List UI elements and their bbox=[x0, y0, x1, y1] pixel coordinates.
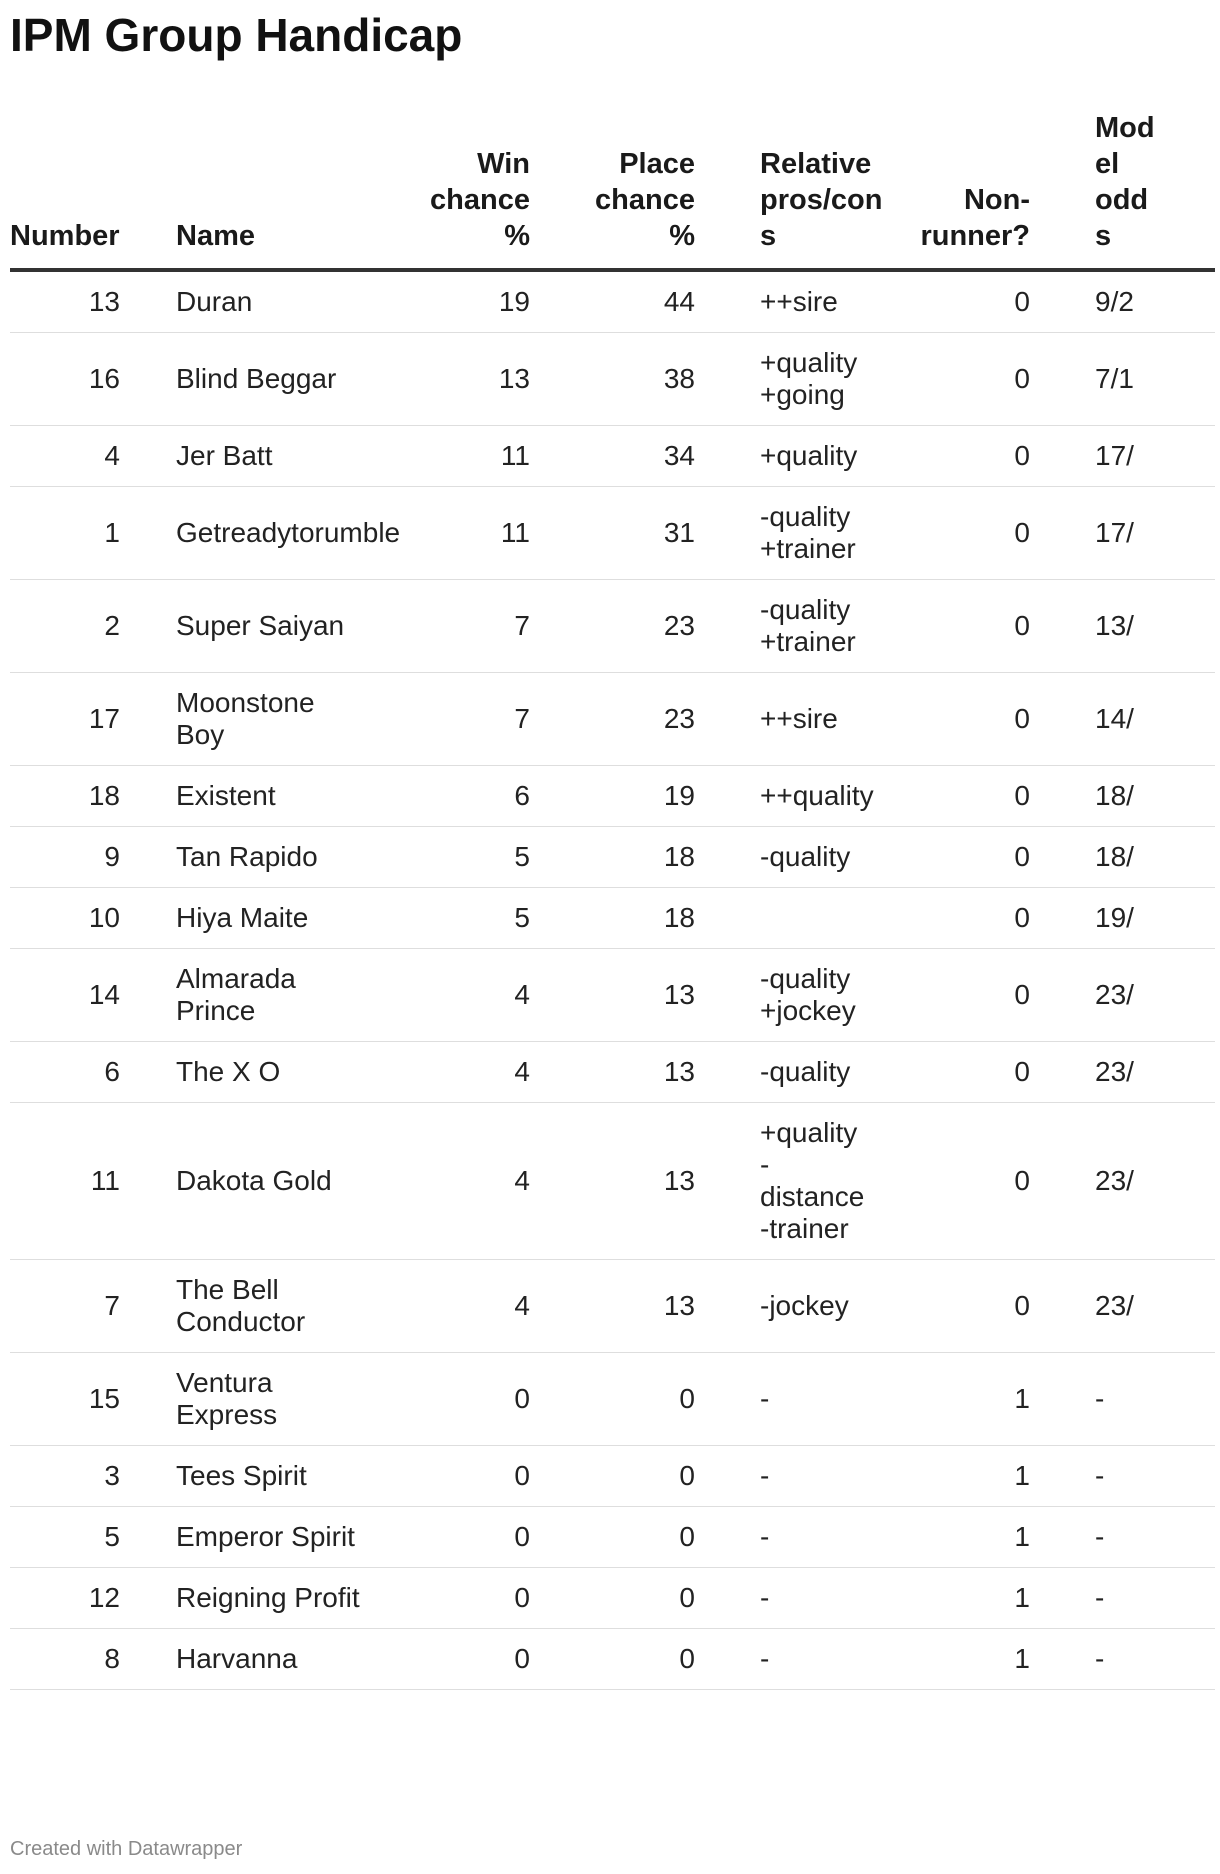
table-row bbox=[10, 827, 1215, 888]
cell-model-odds: 23/ bbox=[1030, 1042, 1215, 1103]
cell-non-runner: 0 bbox=[870, 949, 1030, 1042]
cell-win-chance: 5 bbox=[370, 827, 530, 888]
relative-item: +jockey bbox=[760, 995, 856, 1026]
cell-number: 4 bbox=[10, 426, 120, 487]
cell-place-chance: 0 bbox=[530, 1629, 695, 1690]
relative-item: +quality bbox=[760, 440, 858, 471]
cell-relative bbox=[695, 827, 870, 888]
cell-non-runner: 0 bbox=[870, 1260, 1030, 1353]
cell-name: Moonstone Boy bbox=[120, 673, 370, 766]
cell-name: Hiya Maite bbox=[120, 888, 370, 949]
column-header-win-chance[interactable] bbox=[370, 110, 530, 270]
cell-non-runner: 0 bbox=[870, 827, 1030, 888]
cell-win-chance: 11 bbox=[370, 487, 530, 580]
column-header-relative[interactable] bbox=[695, 110, 883, 270]
relative-item: ++sire bbox=[760, 703, 838, 734]
cell-model-odds: 9/2 bbox=[1030, 270, 1215, 333]
cell-relative bbox=[695, 426, 870, 487]
cell-non-runner: 1 bbox=[870, 1507, 1030, 1568]
cell-win-chance: 4 bbox=[370, 949, 530, 1042]
cell-place-chance: 0 bbox=[530, 1568, 695, 1629]
cell-number: 8 bbox=[10, 1629, 120, 1690]
column-header-place-chance-label: Place chance % bbox=[595, 148, 695, 252]
cell-number: 3 bbox=[10, 1446, 120, 1507]
relative-item: - bbox=[760, 1460, 770, 1491]
cell-relative bbox=[695, 673, 870, 766]
relative-item: -quality bbox=[760, 594, 851, 625]
cell-model-odds: 19/ bbox=[1030, 888, 1215, 949]
cell-win-chance: 0 bbox=[370, 1507, 530, 1568]
cell-name: Almarada Prince bbox=[120, 949, 370, 1042]
cell-number: 12 bbox=[10, 1568, 120, 1629]
cell-name: Tees Spirit bbox=[120, 1446, 370, 1507]
cell-name: Jer Batt bbox=[120, 426, 370, 487]
cell-win-chance: 4 bbox=[370, 1260, 530, 1353]
cell-number: 16 bbox=[10, 333, 120, 426]
cell-name: Blind Beggar bbox=[120, 333, 370, 426]
cell-place-chance: 13 bbox=[530, 949, 695, 1042]
relative-item: - bbox=[760, 1643, 770, 1674]
column-header-win-chance-label: Win chance % bbox=[430, 148, 530, 252]
cell-model-odds: 23/ bbox=[1030, 949, 1215, 1042]
cell-place-chance: 13 bbox=[530, 1042, 695, 1103]
column-header-name[interactable]: Name bbox=[120, 110, 370, 270]
column-header-number[interactable]: Number bbox=[10, 110, 120, 270]
cell-non-runner: 0 bbox=[870, 487, 1030, 580]
cell-name: Harvanna bbox=[120, 1629, 370, 1690]
cell-win-chance: 7 bbox=[370, 673, 530, 766]
table-row bbox=[10, 426, 1215, 487]
table-body bbox=[10, 270, 1215, 1690]
cell-name: Duran bbox=[120, 270, 370, 333]
cell-relative bbox=[695, 270, 870, 333]
cell-place-chance: 18 bbox=[530, 827, 695, 888]
cell-relative bbox=[695, 1103, 870, 1260]
cell-model-odds: 18/ bbox=[1030, 766, 1215, 827]
cell-number: 7 bbox=[10, 1260, 120, 1353]
cell-number: 14 bbox=[10, 949, 120, 1042]
cell-relative bbox=[695, 1353, 870, 1446]
cell-name: Dakota Gold bbox=[120, 1103, 370, 1260]
cell-model-odds: 23/ bbox=[1030, 1260, 1215, 1353]
cell-place-chance: 18 bbox=[530, 888, 695, 949]
cell-win-chance: 0 bbox=[370, 1629, 530, 1690]
cell-win-chance: 0 bbox=[370, 1568, 530, 1629]
cell-place-chance: 38 bbox=[530, 333, 695, 426]
column-header-model-odds-label: Model odds bbox=[1095, 112, 1155, 252]
cell-number: 2 bbox=[10, 580, 120, 673]
cell-model-odds: - bbox=[1030, 1446, 1215, 1507]
cell-non-runner: 0 bbox=[870, 333, 1030, 426]
cell-model-odds: - bbox=[1030, 1568, 1215, 1629]
cell-non-runner: 0 bbox=[870, 673, 1030, 766]
cell-model-odds: - bbox=[1030, 1507, 1215, 1568]
cell-win-chance: 4 bbox=[370, 1042, 530, 1103]
relative-item: ++sire bbox=[760, 286, 838, 317]
table-row bbox=[10, 1260, 1215, 1353]
relative-item: -quality bbox=[760, 963, 851, 994]
cell-relative bbox=[695, 333, 870, 426]
cell-place-chance: 23 bbox=[530, 673, 695, 766]
relative-item: +going bbox=[760, 379, 845, 410]
cell-non-runner: 0 bbox=[870, 1103, 1030, 1260]
cell-number: 17 bbox=[10, 673, 120, 766]
cell-non-runner: 1 bbox=[870, 1568, 1030, 1629]
cell-number: 13 bbox=[10, 270, 120, 333]
cell-place-chance: 34 bbox=[530, 426, 695, 487]
cell-model-odds: 7/1 bbox=[1030, 333, 1215, 426]
cell-win-chance: 5 bbox=[370, 888, 530, 949]
table-row bbox=[10, 1507, 1215, 1568]
cell-number: 5 bbox=[10, 1507, 120, 1568]
cell-non-runner: 0 bbox=[870, 270, 1030, 333]
table-row bbox=[10, 949, 1215, 1042]
cell-place-chance: 0 bbox=[530, 1446, 695, 1507]
table-row bbox=[10, 1629, 1215, 1690]
cell-model-odds: - bbox=[1030, 1629, 1215, 1690]
cell-relative bbox=[695, 1568, 870, 1629]
relative-item: -distance bbox=[760, 1149, 865, 1212]
cell-place-chance: 13 bbox=[530, 1260, 695, 1353]
table-row bbox=[10, 270, 1215, 333]
cell-place-chance: 23 bbox=[530, 580, 695, 673]
cell-relative bbox=[695, 1507, 870, 1568]
cell-win-chance: 6 bbox=[370, 766, 530, 827]
table-row bbox=[10, 1568, 1215, 1629]
cell-number: 9 bbox=[10, 827, 120, 888]
cell-relative bbox=[695, 580, 870, 673]
column-header-non-runner[interactable] bbox=[870, 110, 1030, 270]
cell-relative bbox=[695, 766, 874, 827]
table-row bbox=[10, 580, 1215, 673]
relative-item: +quality bbox=[760, 347, 858, 378]
cell-model-odds: 18/ bbox=[1030, 827, 1215, 888]
column-header-place-chance[interactable] bbox=[530, 110, 695, 270]
odds-table-container bbox=[10, 110, 1215, 1690]
table-row bbox=[10, 1103, 1215, 1260]
relative-item: -quality bbox=[760, 501, 851, 532]
cell-non-runner: 1 bbox=[870, 1629, 1030, 1690]
cell-name: Existent bbox=[120, 766, 370, 827]
cell-model-odds: - bbox=[1030, 1353, 1215, 1446]
cell-name: Getreadytorumble bbox=[120, 487, 370, 580]
table-row bbox=[10, 333, 1215, 426]
cell-relative bbox=[695, 487, 870, 580]
cell-non-runner: 0 bbox=[870, 1042, 1030, 1103]
cell-place-chance: 0 bbox=[530, 1507, 695, 1568]
cell-place-chance: 13 bbox=[530, 1103, 695, 1260]
cell-win-chance: 19 bbox=[370, 270, 530, 333]
cell-place-chance: 44 bbox=[530, 270, 695, 333]
table-header bbox=[10, 110, 1215, 270]
cell-non-runner: 0 bbox=[870, 426, 1030, 487]
cell-relative bbox=[695, 1629, 870, 1690]
table-row bbox=[10, 487, 1215, 580]
relative-item: -quality bbox=[760, 841, 851, 872]
cell-win-chance: 11 bbox=[370, 426, 530, 487]
relative-item: +trainer bbox=[760, 533, 856, 564]
relative-item: -quality bbox=[760, 1056, 851, 1087]
cell-number: 18 bbox=[10, 766, 120, 827]
cell-number: 10 bbox=[10, 888, 120, 949]
cell-relative bbox=[695, 1260, 870, 1353]
column-header-model-odds[interactable] bbox=[1030, 110, 1215, 270]
cell-win-chance: 0 bbox=[370, 1446, 530, 1507]
cell-non-runner: 1 bbox=[870, 1446, 1030, 1507]
cell-win-chance: 4 bbox=[370, 1103, 530, 1260]
cell-number: 1 bbox=[10, 487, 120, 580]
table-row bbox=[10, 1353, 1215, 1446]
column-header-relative-label: Relative pros/cons bbox=[760, 148, 883, 252]
relative-item: +trainer bbox=[760, 626, 856, 657]
cell-name: Super Saiyan bbox=[120, 580, 370, 673]
header-row bbox=[10, 110, 1215, 270]
relative-item: - bbox=[760, 1383, 770, 1414]
relative-item: +quality bbox=[760, 1117, 858, 1148]
relative-item: -jockey bbox=[760, 1290, 849, 1321]
cell-name: The Bell Conductor bbox=[120, 1260, 370, 1353]
cell-relative bbox=[695, 949, 870, 1042]
relative-item: ++quality bbox=[760, 780, 874, 811]
table-row bbox=[10, 673, 1215, 766]
cell-number: 15 bbox=[10, 1353, 120, 1446]
odds-table bbox=[10, 110, 1215, 1690]
cell-model-odds: 14/ bbox=[1030, 673, 1215, 766]
cell-place-chance: 0 bbox=[530, 1353, 695, 1446]
table-row bbox=[10, 888, 1215, 949]
table-row bbox=[10, 1446, 1215, 1507]
table-row bbox=[10, 1042, 1215, 1103]
cell-model-odds: 23/ bbox=[1030, 1103, 1215, 1260]
cell-place-chance: 19 bbox=[530, 766, 695, 827]
page-title: IPM Group Handicap bbox=[10, 9, 463, 61]
cell-non-runner: 0 bbox=[870, 888, 1030, 949]
relative-item: -trainer bbox=[760, 1213, 849, 1244]
relative-item: - bbox=[760, 1582, 770, 1613]
cell-name: Emperor Spirit bbox=[120, 1507, 370, 1568]
cell-model-odds: 13/ bbox=[1030, 580, 1215, 673]
cell-model-odds: 17/ bbox=[1030, 487, 1215, 580]
cell-name: Tan Rapido bbox=[120, 827, 370, 888]
cell-relative bbox=[695, 888, 870, 949]
cell-win-chance: 13 bbox=[370, 333, 530, 426]
cell-name: Ventura Express bbox=[120, 1353, 370, 1446]
table-row bbox=[10, 766, 1215, 827]
cell-non-runner: 0 bbox=[870, 766, 1030, 827]
cell-non-runner: 0 bbox=[870, 580, 1030, 673]
cell-win-chance: 7 bbox=[370, 580, 530, 673]
relative-item: - bbox=[760, 1521, 770, 1552]
cell-place-chance: 31 bbox=[530, 487, 695, 580]
cell-number: 6 bbox=[10, 1042, 120, 1103]
cell-number: 11 bbox=[10, 1103, 120, 1260]
cell-name: Reigning Profit bbox=[120, 1568, 370, 1629]
cell-non-runner: 1 bbox=[870, 1353, 1030, 1446]
cell-name: The X O bbox=[120, 1042, 370, 1103]
datawrapper-credit: Created with Datawrapper bbox=[10, 1838, 243, 1860]
cell-relative bbox=[695, 1042, 870, 1103]
cell-model-odds: 17/ bbox=[1030, 426, 1215, 487]
cell-relative bbox=[695, 1446, 870, 1507]
column-header-non-runner-label: Non-runner? bbox=[920, 184, 1030, 252]
cell-win-chance: 0 bbox=[370, 1353, 530, 1446]
